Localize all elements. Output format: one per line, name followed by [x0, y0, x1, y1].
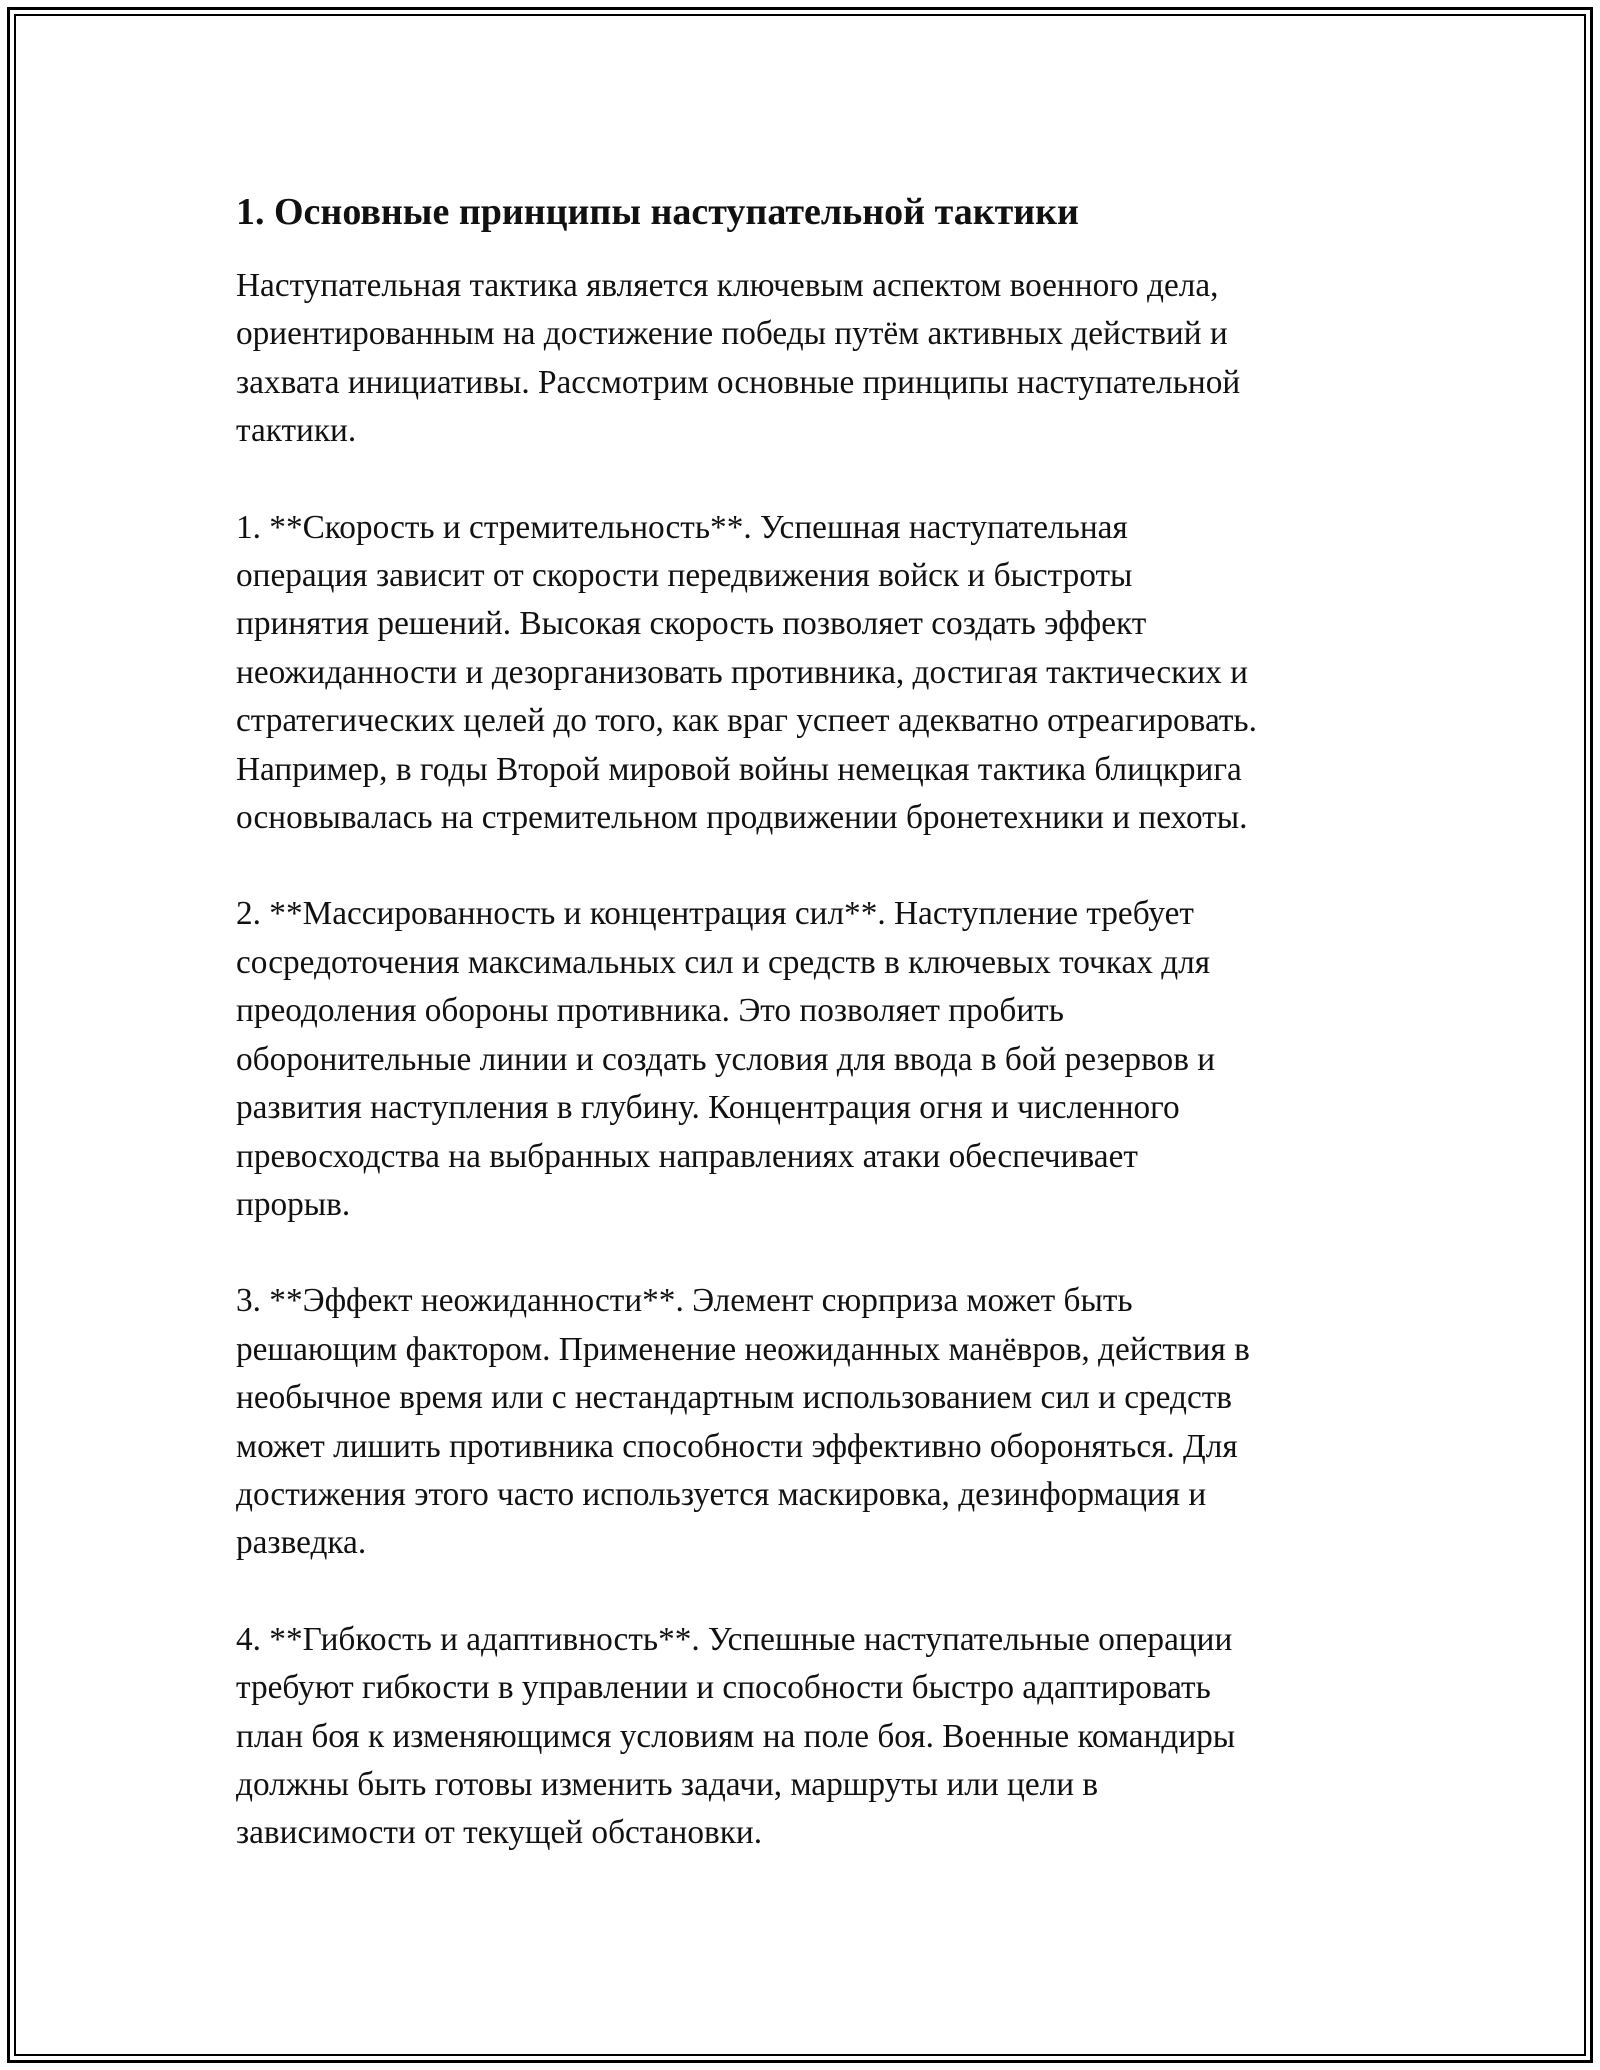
principle-surprise-paragraph: 3. **Эффект неожиданности**. Элемент сюрприза может быть решающим фактором. Применение неожиданных манёвров, действия в необычное время или с нестандартным использованием сил и средств может лишить противника способности эффективно обороняться. Для достижения этого часто используется маскировка, дезинформация и разведка.: [236, 1282, 1250, 1562]
principle-flexibility-paragraph: 4. **Гибкость и адаптивность**. Успешные наступательные операции требуют гибкости в управлении и способности быстро адаптировать план боя к изменяющимся условиям на поле боя. Военные командиры должны быть готовы изменить задачи, маршруты или цели в зависимости от текущей обстановки.: [236, 1620, 1236, 1852]
document-body: [236, 186, 1376, 1906]
intro-paragraph: Наступательная тактика является ключевым аспектом военного дела, ориентированным на достижение победы путём активных действий и захвата инициативы. Рассмотрим основные принципы наступательной тактики.: [236, 267, 1241, 450]
principle-speed-paragraph: 1. **Скорость и стремительность**. Успешная наступательная операция зависит от скорости передвижения войск и быстроты принятия решений. Высокая скорость позволяет создать эффект неожиданности и дезорганизовать противника, достигая тактических и стратегических целей до того, как враг успеет адекватно отреагировать. Например, в годы Второй мировой войны немецкая тактика блицкрига основывалась на стремительном продвижении бронетехники и пехоты.: [236, 508, 1257, 837]
section-heading: 1. Основные принципы наступательной тактики: [236, 191, 1079, 233]
principle-concentration-paragraph: 2. **Массированность и концентрация сил**. Наступление требует сосредоточения максимальных сил и средств в ключевых точках для преодоления обороны противника. Это позволяет пробить оборонительные линии и создать условия для ввода в бой резервов и развития наступления в глубину. Концентрация огня и численного превосходства на выбранных направлениях атаки обеспечивает прорыв.: [236, 895, 1216, 1223]
